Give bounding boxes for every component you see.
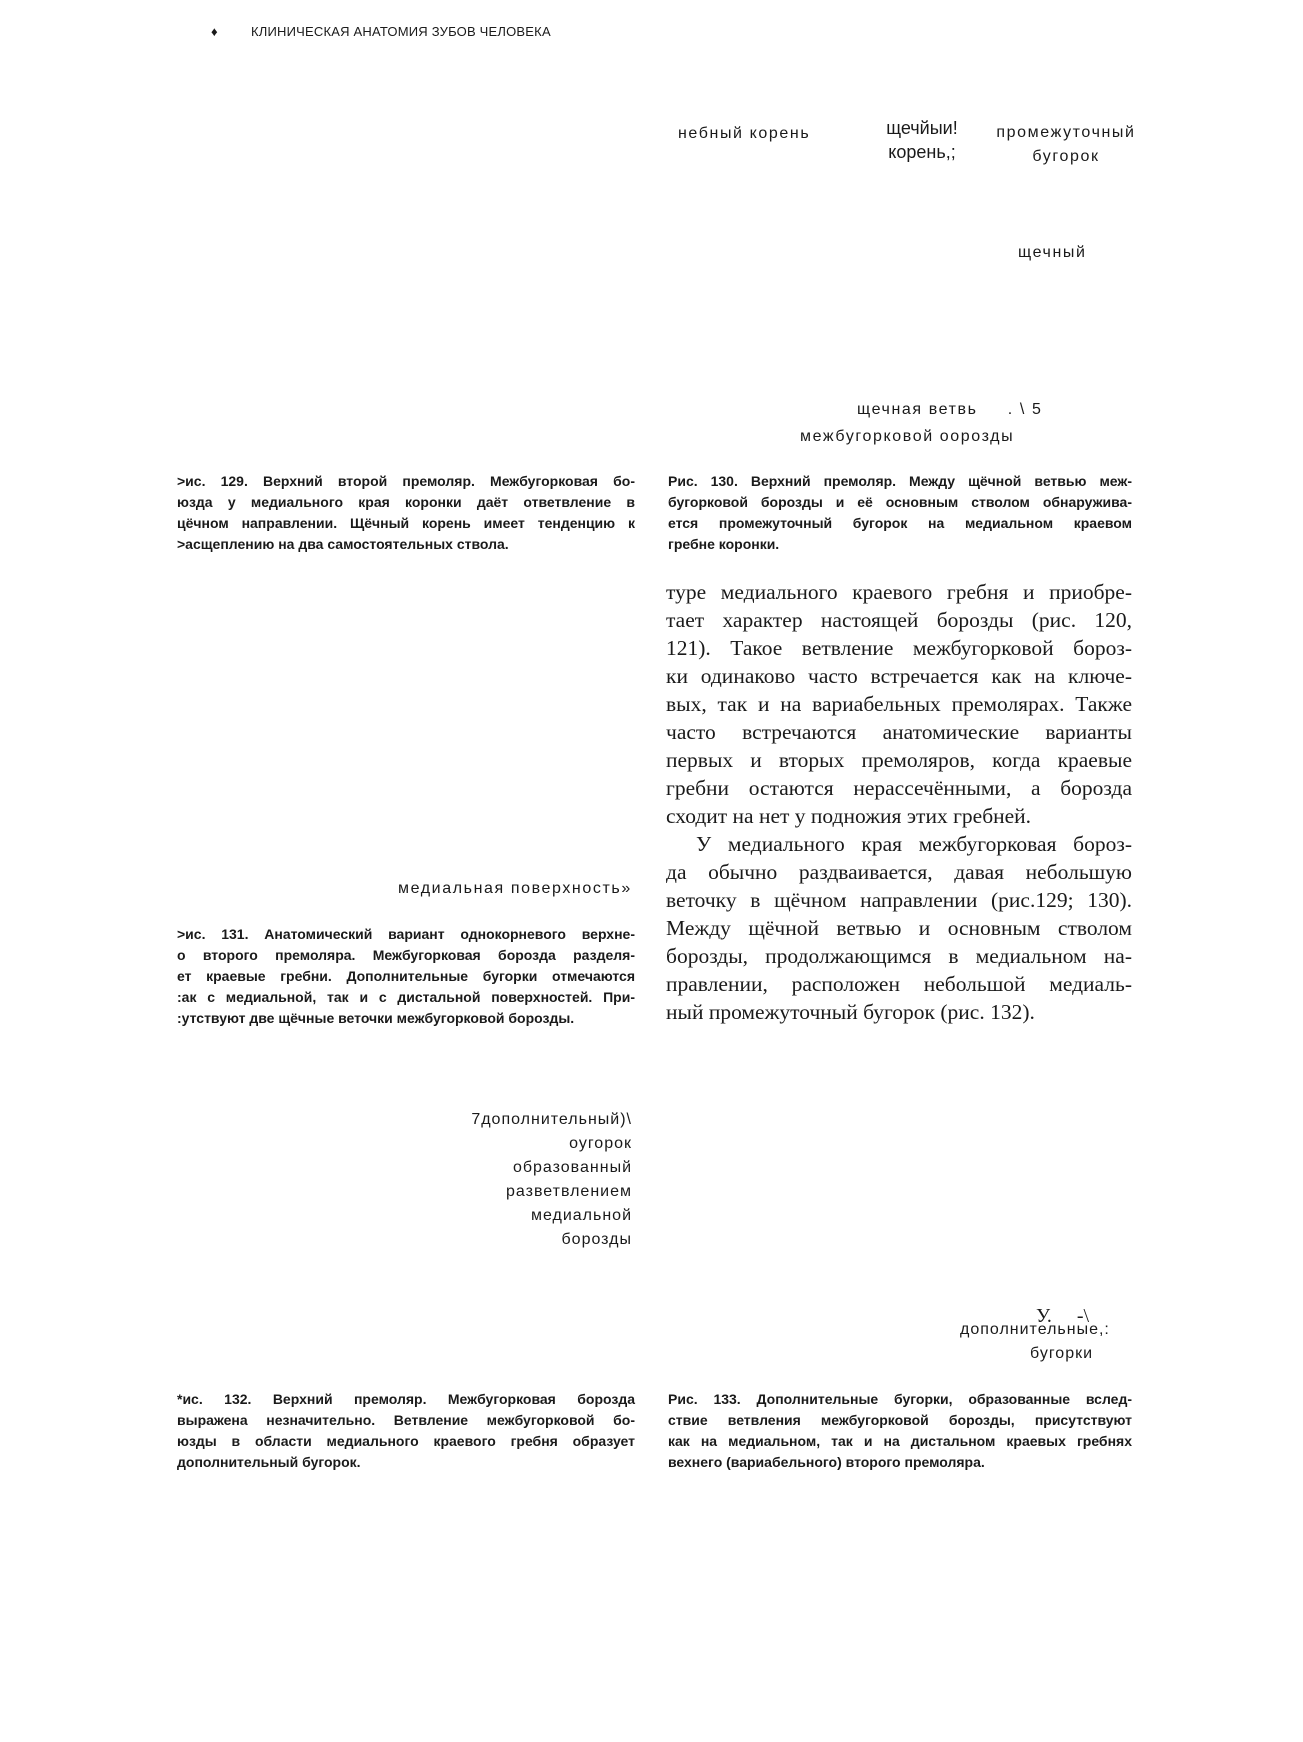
body-line: правлении, расположен небольшой медиаль- xyxy=(666,972,1132,996)
running-header xyxy=(211,24,551,39)
caption-line: бугорковой борозды и её основным стволом обнаружива- xyxy=(668,494,1132,510)
caption-line: >ис. 129. Верхний второй премоляр. Межбугорковая бо- xyxy=(177,473,635,489)
label-accessory-line: оугорок xyxy=(569,1135,632,1152)
body-line: 121). Такое ветвление межбугорковой бороз- xyxy=(666,636,1132,660)
header-bullet-icon: ♦ xyxy=(211,24,218,39)
body-line: ный промежуточный бугорок (рис. 132). xyxy=(666,1000,1035,1024)
label-accessory-line: разветвлением xyxy=(505,1183,632,1200)
label-buccal-root xyxy=(862,116,982,164)
label-buccal-root-line2: корень,; xyxy=(888,142,956,162)
label-buccal-root-line1: щечйыи! xyxy=(886,118,958,138)
label-intertubercular-groove: межбугорковой оорозды xyxy=(800,428,1015,445)
body-line: гребни остаются нерассечёнными, а борозда xyxy=(666,776,1132,800)
caption-line: Рис. 130. Верхний премоляр. Между щёчной ветвью меж- xyxy=(668,473,1132,489)
caption-line: выражена незначительно. Ветвление межбугорковой бо- xyxy=(177,1412,635,1428)
caption-line: о второго премоляра. Межбугорковая борозда разделя- xyxy=(177,947,635,963)
body-line: У медиального края межбугорковая бороз- xyxy=(696,832,1132,856)
caption-line: юзды в области медиального краевого гребня образует xyxy=(177,1433,635,1449)
label-intermediate-line2: бугорок xyxy=(1032,148,1100,165)
body-line: сходит на нет у подножия этих гребней. xyxy=(666,804,1032,828)
label-palatal-root: небный корень xyxy=(678,125,811,142)
caption-fig129 xyxy=(177,471,635,555)
body-line: да обычно раздваивается, давая небольшую xyxy=(666,860,1132,884)
label-accessory-line: борозды xyxy=(561,1231,632,1248)
label-medial-surface: медиальная поверхность» xyxy=(398,880,632,897)
label-intermediate-cusp xyxy=(976,121,1156,169)
caption-line: >асщеплению на два самостоятельных ствола. xyxy=(177,536,509,552)
paragraph-2 xyxy=(666,830,1132,1026)
label-buccal-branch: щечная ветвь . \ 5 xyxy=(857,401,1043,418)
caption-fig133 xyxy=(668,1389,1132,1473)
caption-line: вехнего (вариабельного) второго премоляра. xyxy=(668,1454,985,1470)
caption-line: дополнительный бугорок. xyxy=(177,1454,361,1470)
label-accessory-cusp xyxy=(420,1108,632,1252)
body-line: вых, так и на вариабельных премолярах. Также xyxy=(666,692,1132,716)
caption-line: >ис. 131. Анатомический вариант однокорневого верхне- xyxy=(177,926,635,942)
caption-line: юзда у медиального края коронки даёт ответвление в xyxy=(177,494,635,510)
body-line: веточку в щёчном направлении (рис.129; 130). xyxy=(666,888,1132,912)
label-accessory-cusps: дополнительные,: xyxy=(960,1321,1110,1338)
caption-fig132 xyxy=(177,1389,635,1473)
label-fig133-mark: У. -\ xyxy=(1036,1305,1090,1327)
body-line: часто встречаются анатомические варианты xyxy=(666,720,1132,744)
caption-line: :утствуют две щёчные веточки межбугорковой борозды. xyxy=(177,1010,575,1026)
label-accessory-line: медиальной xyxy=(530,1207,632,1224)
caption-line: гребне коронки. xyxy=(668,536,780,552)
caption-line: ет краевые гребни. Дополнительные бугорки отмечаются xyxy=(177,968,635,984)
caption-line: Рис. 133. Дополнительные бугорки, образованные вслед- xyxy=(668,1391,1132,1407)
body-line: первых и вторых премоляров, когда краевые xyxy=(666,748,1132,772)
caption-line: как на медиальном, так и на дистальном краевых гребнях xyxy=(668,1433,1132,1449)
body-line: Между щёчной ветвью и основным стволом xyxy=(666,916,1132,940)
paragraph-1 xyxy=(666,578,1132,830)
caption-fig130 xyxy=(668,471,1132,555)
label-accessory-line: образованный xyxy=(512,1159,632,1176)
running-header-title: КЛИНИЧЕСКАЯ АНАТОМИЯ ЗУБОВ ЧЕЛОВЕКА xyxy=(251,24,551,39)
caption-line: :ак с медиальной, так и с дистальной поверхностей. При- xyxy=(177,989,635,1005)
caption-line: ется промежуточный бугорок на медиальном краевом xyxy=(668,515,1132,531)
caption-line: ствие ветвления межбугорковой борозды, присутствуют xyxy=(668,1412,1132,1428)
body-line: туре медиального краевого гребня и приобре- xyxy=(666,580,1132,604)
caption-line: цёчном направлении. Щёчный корень имеет тенденцию к xyxy=(177,515,635,531)
label-accessory-line: 7дополнительный)\ xyxy=(471,1111,632,1128)
caption-line: *ис. 132. Верхний премоляр. Межбугорковая борозда xyxy=(177,1391,635,1407)
body-line: борозды, продолжающимся в медиальном на- xyxy=(666,944,1132,968)
label-buccal: щечный xyxy=(1018,244,1087,261)
body-line: тает характер настоящей борозды (рис. 120, xyxy=(666,608,1132,632)
body-text xyxy=(666,578,1132,1026)
caption-fig131 xyxy=(177,924,635,1029)
label-accessory-cusps-2: бугорки xyxy=(1030,1345,1094,1362)
body-line: ки одинаково часто встречается как на ключе- xyxy=(666,664,1132,688)
label-intermediate-line1: промежуточный xyxy=(996,124,1136,141)
